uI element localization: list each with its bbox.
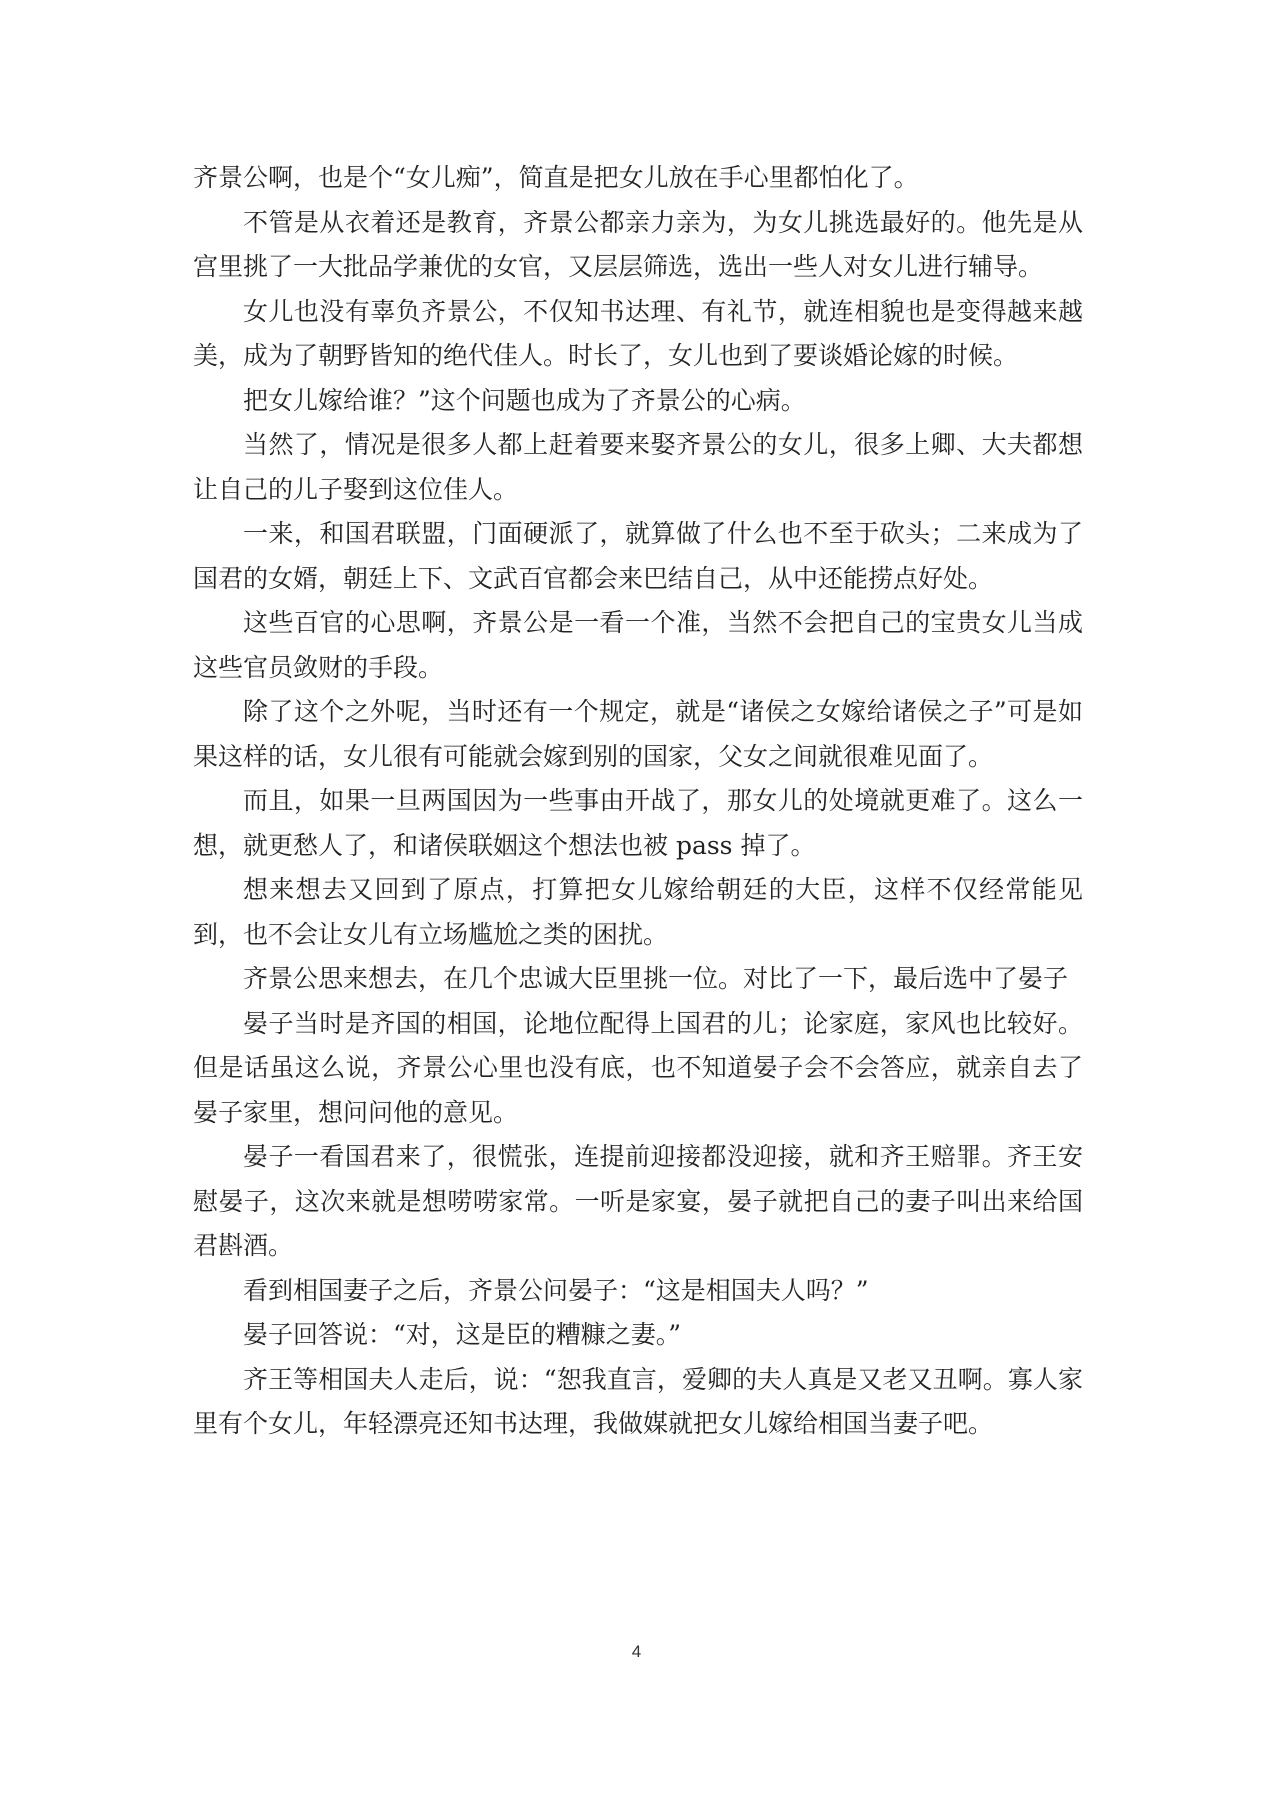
paragraph: 晏子一看国君来了，很慌张，连提前迎接都没迎接，就和齐王赔罪。齐王安慰晏子，这次来就是想唠唠家常。一听是家宴，晏子就把自己的妻子叫出来给国君斟酒。 — [193, 1142, 1083, 1260]
paragraph: 齐景公啊，也是个“女儿痴”，简直是把女儿放在手心里都怕化了。 — [193, 163, 919, 192]
paragraph: 齐王等相国夫人走后，说：“恕我直言，爱卿的夫人真是又老又丑啊。寡人家里有个女儿，年轻漂亮还知书达理，我做媒就把女儿嫁给相国当妻子吧。 — [193, 1364, 1083, 1438]
body-text — [193, 156, 1083, 1447]
paragraph: 想来想去又回到了原点，打算把女儿嫁给朝廷的大臣，这样不仅经常能见到，也不会让女儿有立场尴尬之类的困扰。 — [193, 875, 1083, 949]
paragraph: 把女儿嫁给谁？”这个问题也成为了齐景公的心病。 — [243, 385, 806, 415]
paragraph: 这些百官的心思啊，齐景公是一看一个准，当然不会把自己的宝贵女儿当成这些官员敛财的手段。 — [193, 608, 1083, 682]
paragraph: 不管是从衣着还是教育，齐景公都亲力亲为，为女儿挑选最好的。他先是从宫里挑了一大批品学兼优的女官，又层层筛选，选出一些人对女儿进行辅导。 — [193, 207, 1083, 281]
paragraph: 齐景公思来想去，在几个忠诚大臣里挑一位。对比了一下，最后选中了晏子 — [243, 964, 1069, 993]
paragraph: 女儿也没有辜负齐景公，不仅知书达理、有礼节，就连相貌也是变得越来越美，成为了朝野皆知的绝代佳人。时长了，女儿也到了要谈婚论嫁的时候。 — [193, 296, 1083, 370]
page-number: 4 — [631, 1642, 642, 1661]
paragraph: 除了这个之外呢，当时还有一个规定，就是“诸侯之女嫁给诸侯之子”可是如果这样的话，女儿很有可能就会嫁到别的国家，父女之间就很难见面了。 — [193, 697, 1083, 771]
paragraph: 当然了，情况是很多人都上赶着要来娶齐景公的女儿，很多上卿、大夫都想让自己的儿子娶到这位佳人。 — [193, 430, 1083, 504]
paragraph: 看到相国妻子之后，齐景公问晏子：“这是相国夫人吗？” — [243, 1275, 869, 1305]
paragraph: 而且，如果一旦两国因为一些事由开战了，那女儿的处境就更难了。这么一想，就更愁人了，和诸侯联姻这个想法也被 pass 掉了。 — [193, 786, 1083, 860]
paragraph: 晏子当时是齐国的相国，论地位配得上国君的儿；论家庭，家风也比较好。但是话虽这么说，齐景公心里也没有底，也不知道晏子会不会答应，就亲自去了晏子家里，想问问他的意见。 — [193, 1008, 1083, 1127]
paragraph: 一来，和国君联盟，门面硬派了，就算做了什么也不至于砍头；二来成为了国君的女婿，朝廷上下、文武百官都会来巴结自己，从中还能捞点好处。 — [193, 519, 1083, 593]
paragraph: 晏子回答说：“对，这是臣的糟糠之妻。” — [243, 1320, 682, 1349]
